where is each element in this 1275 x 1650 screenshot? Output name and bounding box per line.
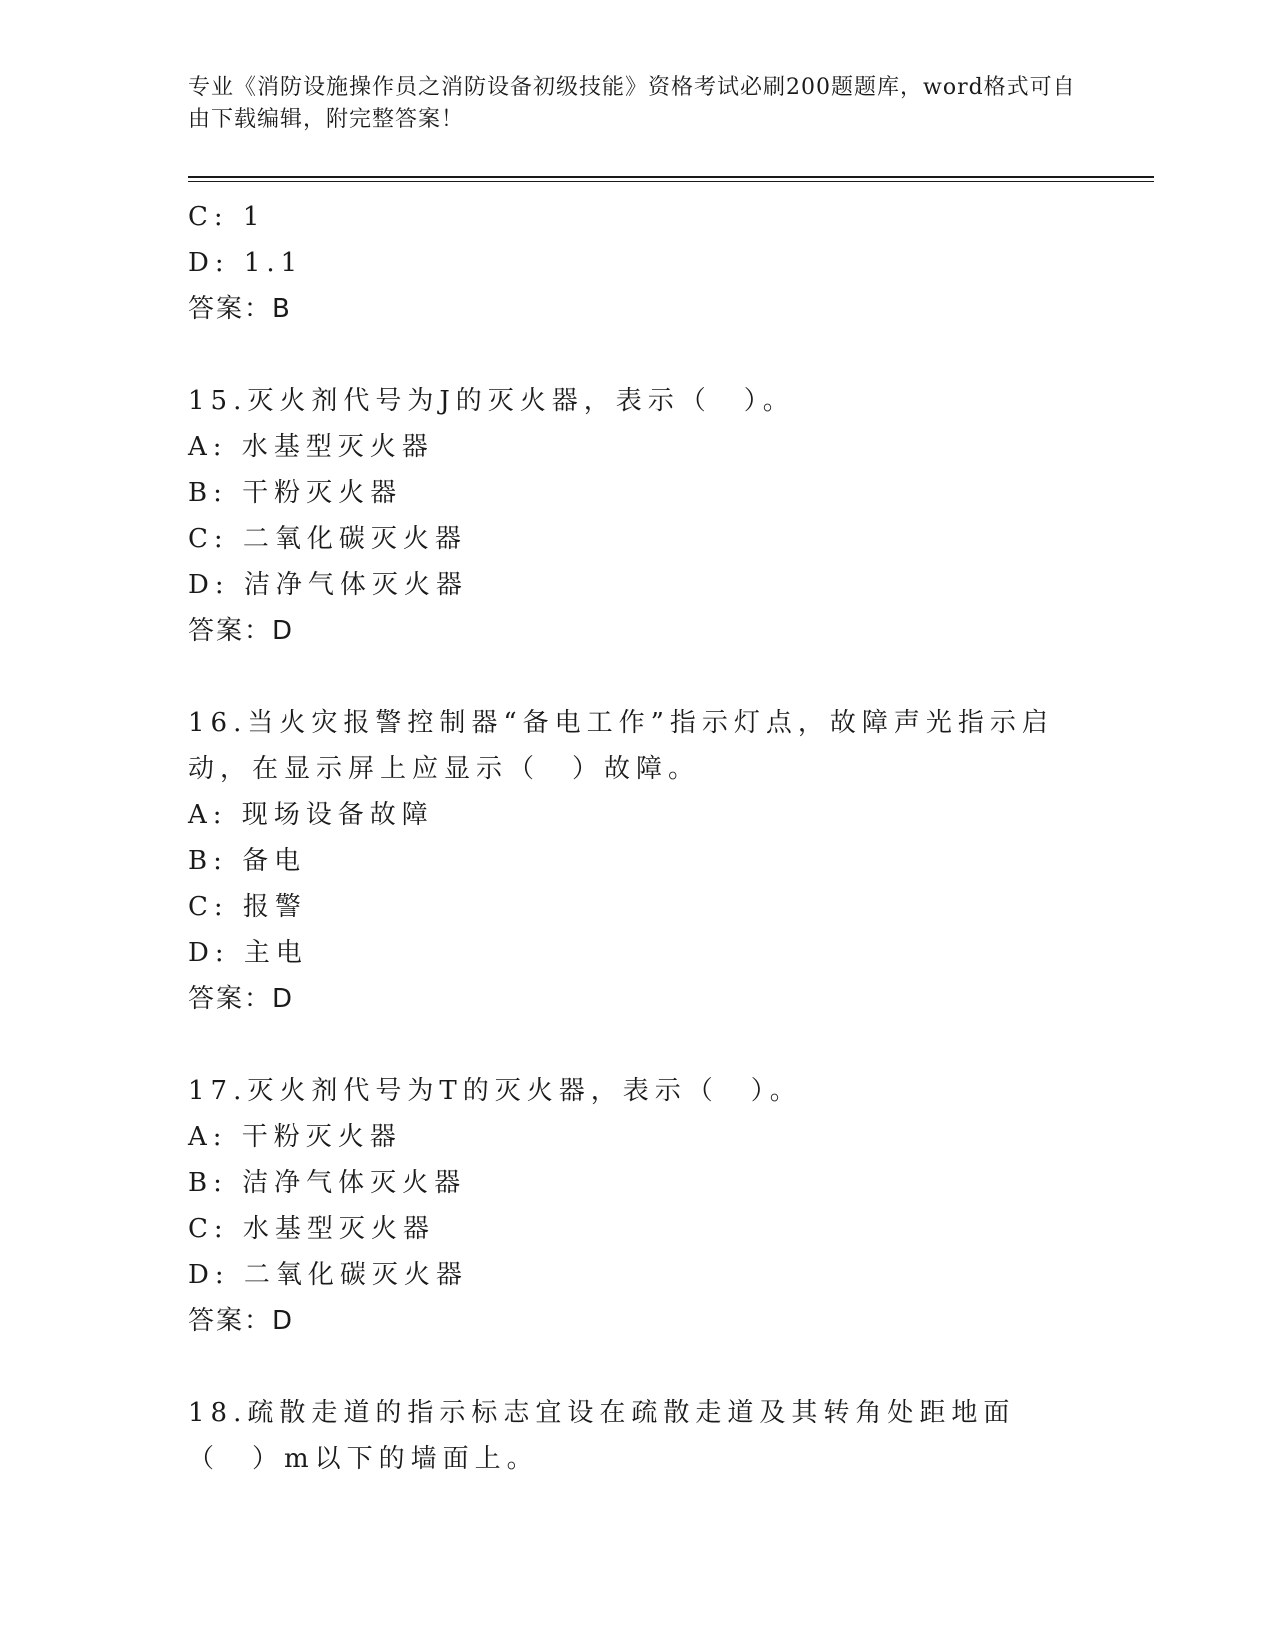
question-block-partial bbox=[188, 194, 1088, 332]
option-b: B: 干粉灭火器 bbox=[188, 478, 403, 508]
spacer bbox=[188, 1344, 1088, 1390]
header-rule-thin bbox=[188, 181, 1154, 182]
option-a: A: 水基型灭火器 bbox=[188, 432, 434, 462]
question-stem: 16.当火灾报警控制器“备电工作”指示灯点，故障声光指示启动，在显示屏上应显示（ ）故障。 bbox=[188, 708, 1054, 784]
option-d: D: 二氧化碳灭火器 bbox=[188, 1260, 468, 1290]
option-d: D: 主电 bbox=[188, 938, 308, 968]
answer-line: 答案：D bbox=[188, 1306, 295, 1336]
option-c: C: 二氧化碳灭火器 bbox=[188, 524, 467, 554]
answer-line: 答案：B bbox=[188, 294, 292, 324]
answer-line: 答案：D bbox=[188, 984, 295, 1014]
spacer bbox=[188, 1022, 1088, 1068]
option-a: A: 现场设备故障 bbox=[188, 800, 434, 830]
option-a: A: 干粉灭火器 bbox=[188, 1122, 402, 1152]
question-block-16 bbox=[188, 700, 1088, 1022]
option-c: C: 报警 bbox=[188, 892, 307, 922]
question-block-17 bbox=[188, 1068, 1088, 1344]
header-rule-thick bbox=[188, 176, 1154, 178]
option-d: D: 1.1 bbox=[188, 248, 304, 278]
question-block-18 bbox=[188, 1390, 1088, 1482]
spacer bbox=[188, 332, 1088, 378]
question-block-15 bbox=[188, 378, 1088, 654]
option-b: B: 备电 bbox=[188, 846, 307, 876]
question-list bbox=[188, 194, 1088, 1482]
option-b: B: 洁净气体灭火器 bbox=[188, 1168, 467, 1198]
option-c: C: 水基型灭火器 bbox=[188, 1214, 435, 1244]
question-stem: 17.灭火剂代号为T的灭火器，表示（ ）。 bbox=[188, 1076, 802, 1106]
option-c: C: 1 bbox=[188, 202, 266, 232]
question-stem: 18.疏散走道的指示标志宜设在疏散走道及其转角处距地面（ ）m以下的墙面上。 bbox=[188, 1398, 1016, 1474]
answer-line: 答案：D bbox=[188, 616, 295, 646]
spacer bbox=[188, 654, 1088, 700]
question-stem: 15.灭火剂代号为J的灭火器，表示（ ）。 bbox=[188, 386, 795, 416]
page-header: 专业《消防设施操作员之消防设备初级技能》资格考试必刷200题题库，word格式可自由下载编辑，附完整答案！ bbox=[188, 75, 1076, 132]
option-d: D: 洁净气体灭火器 bbox=[188, 570, 468, 600]
